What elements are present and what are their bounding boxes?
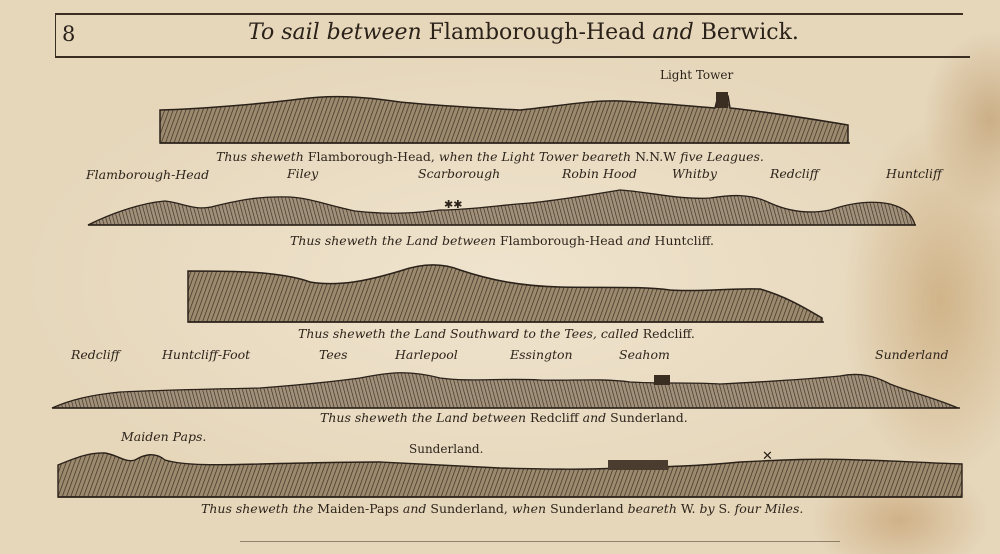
caption-1-part: N.N.W [635, 149, 681, 164]
coast-silhouette-4 [52, 373, 958, 408]
windmill-icon-2: ✕ [762, 449, 773, 464]
town-buildings-icon [608, 460, 668, 470]
caption-view-1 [216, 149, 764, 164]
caption-5-part: S. [718, 501, 735, 516]
view-redcliff-to-sunderland [52, 373, 960, 408]
caption-4-part: and [582, 410, 611, 425]
caption-4-part: Redcliff [530, 410, 583, 425]
footer-rule [240, 541, 840, 542]
label-seahom: Seahom [619, 347, 670, 362]
caption-1-part: Thus sheweth [216, 149, 308, 164]
windmill-icon: ✱✱ [444, 198, 463, 211]
caption-5-part: when [511, 501, 551, 516]
caption-2-part: and [627, 233, 655, 248]
label-flamborough-head: Flamborough-Head [86, 167, 210, 182]
caption-2-part: Huntcliff. [654, 233, 714, 248]
caption-view-5 [201, 501, 803, 516]
label-tees: Tees [319, 347, 348, 362]
caption-1-part: when the Light Tower beareth [438, 149, 636, 164]
caption-5-part: by [699, 501, 719, 516]
maiden-paps-silhouette [58, 453, 962, 497]
label-huntcliff: Huntcliff [886, 166, 942, 181]
label-maiden-paps: Maiden Paps. [121, 429, 207, 444]
caption-1-part: Flamborough-Head, [307, 149, 439, 164]
view-flamborough-to-huntcliff [88, 190, 916, 225]
title-place-flamborough: Flamborough-Head [428, 20, 646, 45]
label-robin-hood: Robin Hood [562, 166, 637, 181]
caption-5-part: Sunderland [550, 501, 628, 516]
caption-5-part: Sunderland, [430, 501, 512, 516]
label-essington: Essington [510, 347, 573, 362]
view-maiden-paps [58, 449, 962, 497]
label-harlepool: Harlepool [395, 347, 458, 362]
caption-5-part: W. [680, 501, 700, 516]
label-light-tower: Light Tower [660, 68, 734, 82]
title-place-berwick: Berwick. [700, 20, 799, 45]
caption-4-part: Sunderland. [610, 410, 688, 425]
title-and: and [652, 20, 694, 45]
label-redcliff: Redcliff [770, 166, 819, 181]
caption-5-part: beareth [627, 501, 681, 516]
castle-icon [654, 375, 670, 385]
light-tower-icon [716, 92, 728, 108]
caption-5-part: Maiden-Paps [317, 501, 403, 516]
label-redcliff-2: Redcliff [71, 347, 120, 362]
caption-1-part: five Leagues. [680, 149, 764, 164]
caption-2-part: Flamborough-Head [500, 233, 628, 248]
label-sunderland-2: Sunderland. [409, 442, 484, 456]
page-number: 8 [62, 22, 76, 46]
label-scarborough: Scarborough [418, 166, 501, 181]
caption-2-part: Thus sheweth the Land between [290, 233, 500, 248]
view-flamborough-head [160, 92, 850, 143]
label-huntcliff-foot: Huntcliff-Foot [162, 347, 251, 362]
label-whitby: Whitby [672, 166, 717, 181]
caption-5-part: Thus sheweth the [201, 501, 318, 516]
view-redcliff [188, 265, 824, 322]
label-sunderland: Sunderland [875, 347, 949, 362]
label-filey: Filey [287, 166, 319, 181]
title-pre: To sail between [248, 20, 422, 45]
flamborough-head-silhouette [160, 96, 848, 143]
coast-silhouette-2 [88, 190, 915, 225]
caption-3-part: Redcliff. [642, 326, 695, 341]
caption-view-2 [290, 233, 714, 248]
caption-4-part: Thus sheweth the Land between [320, 410, 530, 425]
caption-view-3 [298, 326, 695, 341]
redcliff-silhouette [188, 265, 822, 322]
caption-3-part: Thus sheweth the Land Southward to the Tees, called [298, 326, 643, 341]
caption-5-part: and [402, 501, 431, 516]
caption-view-4 [320, 410, 688, 425]
caption-5-part: four Miles. [734, 501, 804, 516]
